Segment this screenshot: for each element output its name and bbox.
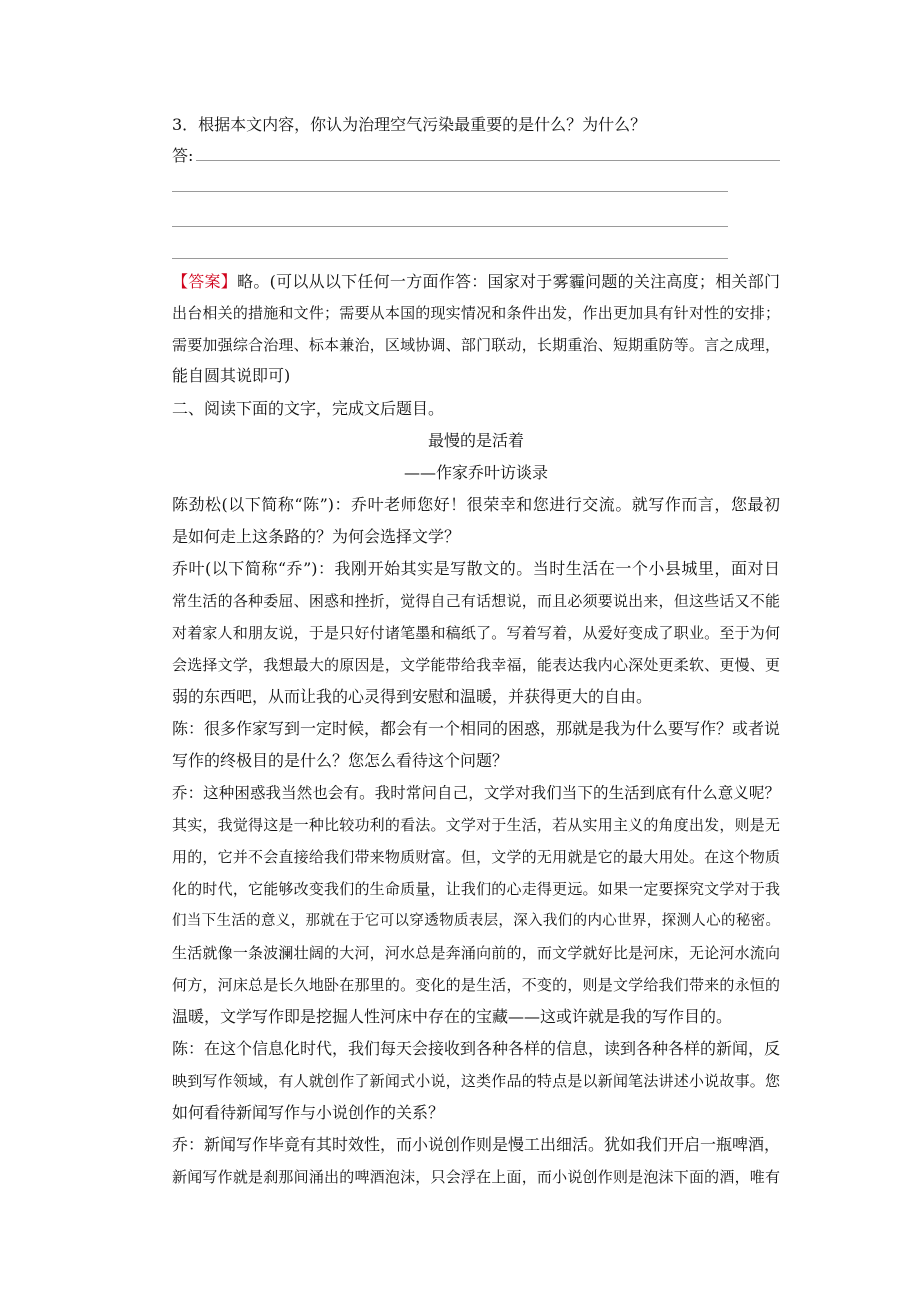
interview-line: 陈劲松(以下简称“陈”)：乔叶老师您好！很荣幸和您进行交流。就写作而言，您最初 (172, 495, 780, 514)
interview-line: 陈：在这个信息化时代，我们每天会接收到各种各样的信息，读到各种各样的新闻，反 (172, 1039, 781, 1058)
article-subtitle: ——作家乔叶访谈录 (403, 463, 548, 482)
answer-line-1: 【答案】略。(可以从以下任何一方面作答：国家对于雾霾问题的关注高度；相关部门 (172, 272, 780, 291)
interview-line: 常生活的各种委屈、困惑和挫折，觉得自己有话想说，而且必须要说出来，但这些话又不能 (172, 592, 780, 610)
interview-line: 映到写作领域，有人就创作了新闻式小说，这类作品的特点是以新闻笔法讲述小说故事。您 (172, 1072, 780, 1090)
interview-line: 乔叶(以下简称“乔”)：我刚开始其实是写散文的。当时生活在一个小县城里，面对日 (172, 559, 780, 578)
interview-line: 如何看待新闻写作与小说创作的关系？ (172, 1103, 445, 1122)
section-2-instruction: 二、阅读下面的文字，完成文后题目。 (172, 399, 445, 418)
answer-blank-line-2 (172, 191, 728, 192)
interview-line: 生活就像一条波澜壮阔的大河，河水总是奔涌向前的，而文学就好比是河床，无论河水流向 (172, 944, 780, 962)
interview-line: 陈：很多作家写到一定时候，都会有一个相同的困惑，那就是我为什么要写作？或者说 (172, 719, 781, 738)
answer-prefix: 答: (172, 146, 194, 165)
interview-line: 会选择文学，我想最大的原因是，文学能带给我幸福，能表达我内心深处更柔软、更慢、更 (172, 656, 780, 674)
article-title: 最慢的是活着 (427, 431, 524, 450)
interview-line: 新闻写作就是刹那间涌出的啤酒泡沫，只会浮在上面，而小说创作则是泡沫下面的酒，唯有 (172, 1168, 780, 1186)
interview-line: 化的时代，它能够改变我们的生命质量，让我们的心走得更远。如果一定要探究文学对于我 (172, 880, 780, 898)
answer-line-2: 出台相关的措施和文件；需要从本国的现实情况和条件出发，作出更加具有针对性的安排； (172, 304, 780, 322)
question-3-prompt: 3．根据本文内容，你认为治理空气污染最重要的是什么？为什么？ (172, 115, 647, 134)
answer-blank-line-1 (196, 160, 780, 161)
answer-blank-line-3 (172, 226, 728, 227)
interview-line: 对着家人和朋友说，于是只好付诸笔墨和稿纸了。写着写着，从爱好变成了职业。至于为何 (172, 624, 780, 642)
interview-line: 乔：这种困惑我当然也会有。我时常问自己，文学对我们当下的生活到底有什么意义呢？ (172, 784, 780, 802)
answer-line-4: 能自圆其说即可) (172, 366, 291, 385)
interview-line: 弱的东西吧，从而让我的心灵得到安慰和温暖，并获得更大的自由。 (172, 687, 653, 706)
answer-label: 【答案】 (172, 272, 238, 291)
interview-line: 其实，我觉得这是一种比较功利的看法。文学对于生活，若从实用主义的角度出发，则是无 (172, 816, 780, 834)
interview-line: 是如何走上这条路的？为何会选择文学？ (172, 527, 461, 546)
interview-line: 们当下生活的意义，那就在于它可以穿透物质表层，深入我们的内心世界，探测人心的秘密。 (172, 913, 780, 929)
interview-line: 写作的终极目的是什么？您怎么看待这个问题？ (172, 751, 509, 770)
interview-line: 用的，它并不会直接给我们带来物质财富。但，文学的无用就是它的最大用处。在这个物质 (172, 848, 780, 866)
answer-line-3: 需要加强综合治理、标本兼治，区域协调、部门联动，长期重治、短期重防等。言之成理， (172, 336, 780, 354)
answer-blank-line-4 (172, 258, 728, 259)
interview-line: 何方，河床总是长久地卧在那里的。变化的是生活，不变的，则是文学给我们带来的永恒的 (172, 976, 780, 994)
interview-line: 乔：新闻写作毕竟有其时效性，而小说创作则是慢工出细活。犹如我们开启一瓶啤酒， (172, 1135, 781, 1154)
interview-line: 温暖，文学写作即是挖掘人性河床中存在的宝藏——这或许就是我的写作目的。 (172, 1007, 733, 1026)
